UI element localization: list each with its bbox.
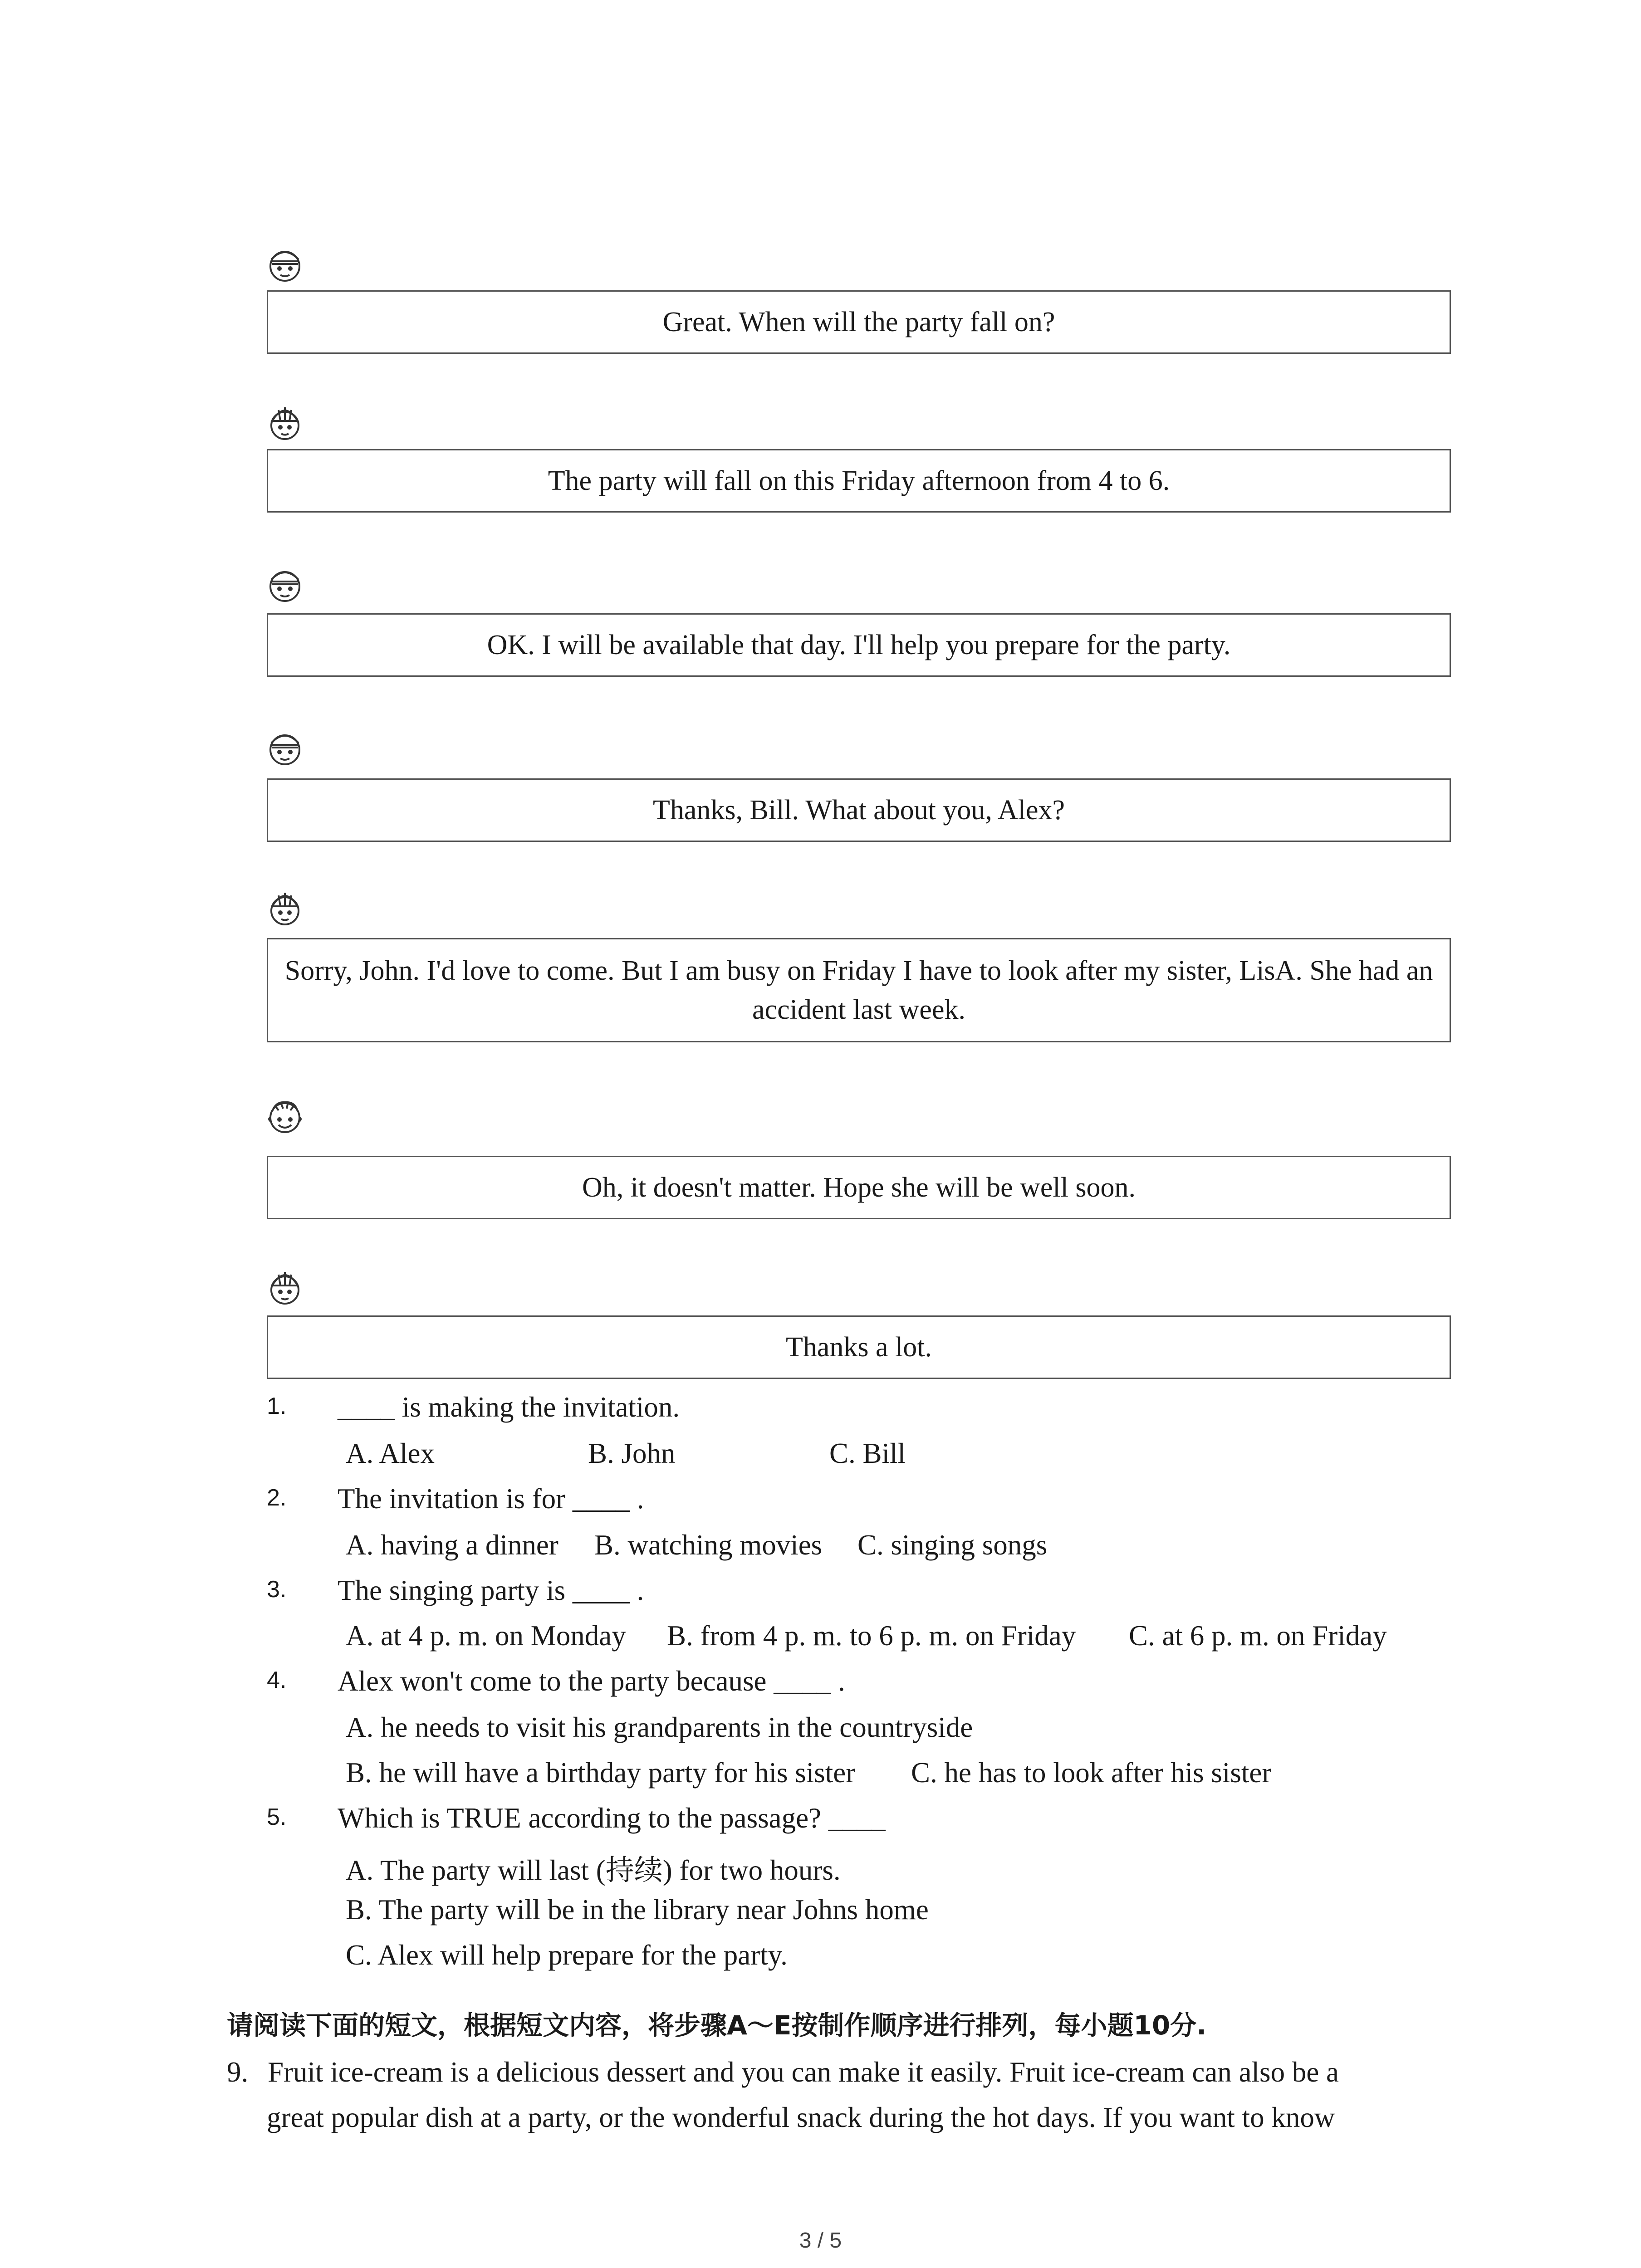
option-c: C. at 6 p. m. on Friday (1129, 1620, 1387, 1652)
dialogue-bubble: Oh, it doesn't matter. Hope she will be well soon. (267, 1156, 1451, 1219)
dialogue-bubble: Sorry, John. I'd love to come. But I am busy on Friday I have to look after my sister, LisA. She had an accident last week. (267, 938, 1451, 1042)
question-stem: Which is TRUE according to the passage? ____ (338, 1802, 886, 1834)
option-c: C. he has to look after his sister (911, 1757, 1272, 1789)
boy-cap-icon (262, 1265, 308, 1310)
boy-headband-icon (262, 725, 308, 770)
option-a: A. The party will last (持续) for two hours. (346, 1854, 841, 1886)
boy-cap-icon (262, 400, 308, 445)
option-b: B. John (588, 1437, 676, 1469)
question-stem: ____ is making the invitation. (338, 1391, 680, 1423)
question-number: 3. (267, 1576, 287, 1603)
question-stem: Alex won't come to the party because ____ . (338, 1665, 845, 1697)
boy-headband-icon (262, 562, 308, 607)
passage-line: great popular dish at a party, or the wonderful snack during the hot days. If you want to know (267, 2102, 1335, 2133)
section-heading: 请阅读下面的短文，根据短文内容，将步骤A～E按制作顺序进行排列，每小题10分. (227, 2010, 1207, 2041)
dialogue-bubble: Great. When will the party fall on? (267, 290, 1451, 354)
passage-line: Fruit ice-cream is a delicious dessert and you can make it easily. Fruit ice-cream can also be a (268, 2056, 1339, 2088)
question-number: 4. (267, 1667, 287, 1693)
option-a: A. he needs to visit his grandparents in the countryside (346, 1711, 973, 1743)
boy-headband-icon (262, 241, 308, 287)
question-number: 2. (267, 1485, 287, 1511)
option-a: A. having a dinner (346, 1529, 558, 1561)
page-number: 3 / 5 (799, 2229, 842, 2253)
option-a: A. Alex (346, 1437, 435, 1469)
boy-smiling-icon (262, 1093, 308, 1139)
dialogue-bubble: The party will fall on this Friday afternoon from 4 to 6. (267, 449, 1451, 513)
dialogue-bubble: Thanks, Bill. What about you, Alex? (267, 778, 1451, 842)
question-number: 5. (267, 1804, 287, 1830)
question-number: 1. (267, 1393, 287, 1419)
option-b: B. from 4 p. m. to 6 p. m. on Friday (667, 1620, 1076, 1652)
option-b: B. he will have a birthday party for his sister (346, 1757, 856, 1789)
option-b: B. The party will be in the library near Johns home (346, 1894, 929, 1926)
passage-number: 9. (227, 2056, 249, 2088)
option-a: A. at 4 p. m. on Monday (346, 1620, 626, 1652)
dialogue-bubble: Thanks a lot. (267, 1315, 1451, 1379)
option-c: C. singing songs (857, 1529, 1048, 1561)
option-c: C. Alex will help prepare for the party. (346, 1939, 788, 1971)
dialogue-bubble: OK. I will be available that day. I'll help you prepare for the party. (267, 613, 1451, 677)
question-stem: The invitation is for ____ . (338, 1483, 644, 1515)
question-stem: The singing party is ____ . (338, 1574, 644, 1606)
option-c: C. Bill (829, 1437, 906, 1469)
option-b: B. watching movies (594, 1529, 823, 1561)
boy-cap-icon (262, 885, 308, 931)
